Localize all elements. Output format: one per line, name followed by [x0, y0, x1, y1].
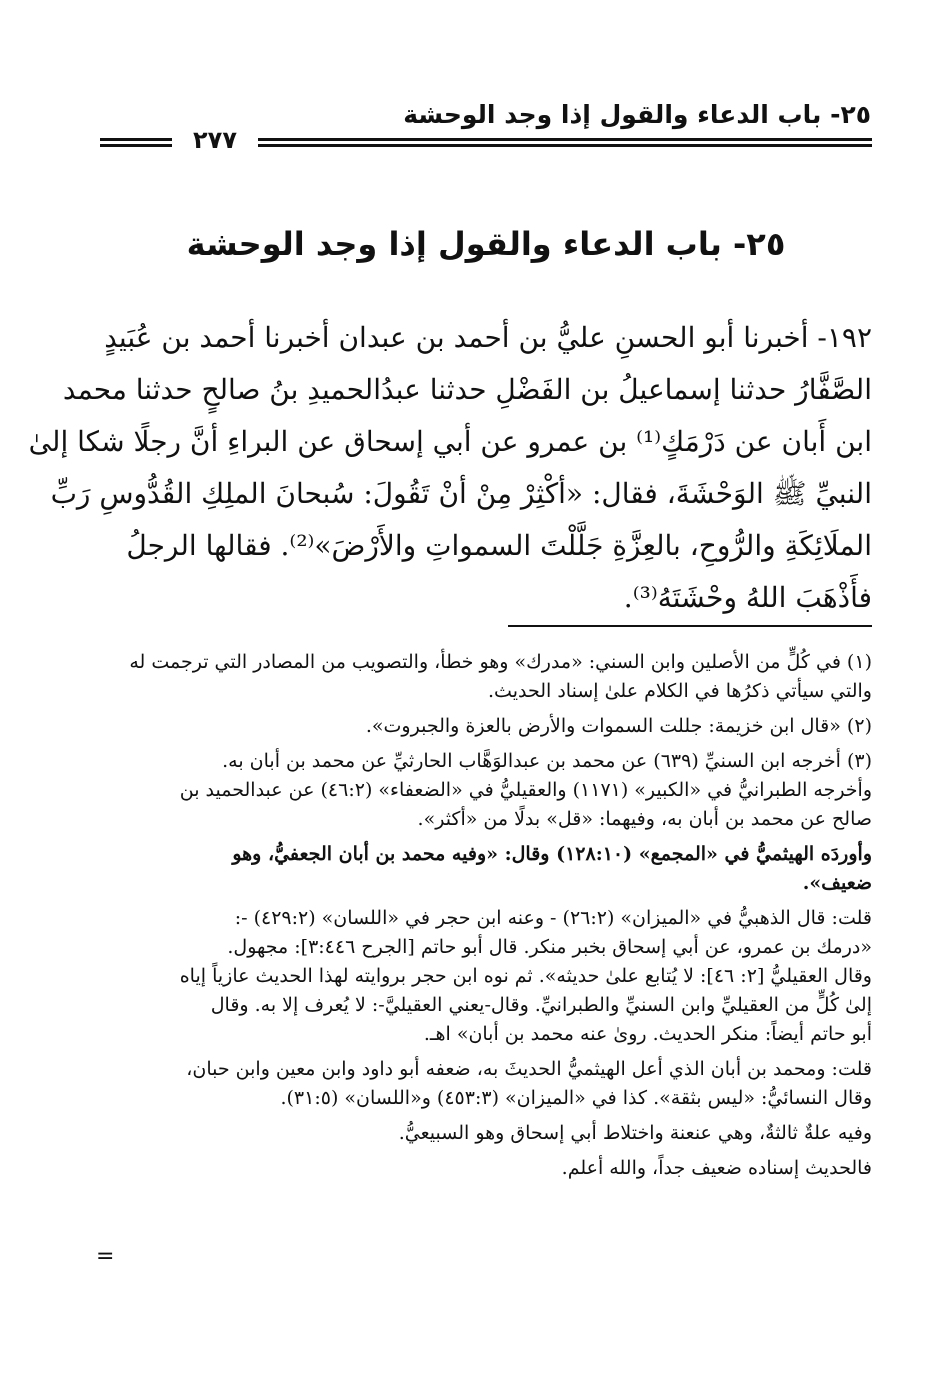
footnote-3-majma [100, 840, 872, 898]
footnote-line: صالح عن محمد بن أبان به، وفيهما: «قل» بدلًا من «أكثر». [417, 808, 872, 830]
footnote-line: وقال العقيليُّ [٢: ٤٦]: لا يُتابع علىٰ حديثه». ثم نوه ابن حجر بروايته لهذا الحديث عازياً إياه [179, 965, 872, 987]
footnote-3 [100, 747, 872, 834]
footnote-line: ضعيف». [802, 872, 872, 894]
hadith-line: ١٩٢- أخبرنا أبو الحسنِ عليُّ بن أحمد بن عبدان أخبرنا أحمد بن عُبَيدٍ [104, 321, 872, 354]
header-rule-right [258, 138, 872, 147]
footnote-3-third-defect [100, 1119, 872, 1148]
footnote-line: قلت: قال الذهبيُّ في «الميزان» (٢٦:٢) - وعنه ابن حجر في «اللسان» (٤٢٩:٢) -: [234, 907, 872, 929]
footnote-3-verdict [100, 1154, 872, 1183]
footnote-line: «درمك بن عمرو، عن أبي إسحاق بخبر منكر. قال أبو حاتم [الجرح ٣:٤٤٦]: مجهول. [227, 936, 872, 958]
footnote-line: وأخرجه الطبرانيُّ في «الكبير» (١١٧١) والعقيليُّ في «الضعفاء» (٤٦:٢) عن عبدالحميد بن [179, 779, 872, 801]
footnote-separator [508, 625, 872, 627]
footnote-line: والتي سيأتي ذكرُها في الكلام علىٰ إسناد الحديث. [488, 680, 872, 702]
page-number: ٢٧٧ [193, 126, 237, 154]
hadith-line: فأَذْهَبَ اللهُ وحْشَتَهُ⁽³⁾. [623, 581, 872, 614]
page-mark: = [96, 1244, 115, 1269]
footnotes [100, 648, 872, 1189]
footnote-line: (٣) أخرجه ابن السنيِّ (٦٣٩) عن محمد بن عبدالوَهَّاب الحارثيِّ عن محمد بن أبان به. [222, 750, 872, 772]
footnote-2 [100, 712, 872, 741]
chapter-title: ٢٥- باب الدعاء والقول إذا وجد الوحشة [186, 225, 786, 263]
footnote-line: فالحديث إسناده ضعيف جداً، والله أعلم. [561, 1157, 872, 1179]
hadith-text [28, 312, 872, 624]
footnote-line: قلت: ومحمد بن أبان الذي أعل الهيثميُّ الحديثَ به، ضعفه أبو داود وابن معين وابن حبان، [186, 1058, 872, 1080]
footnote-3-muhammad-ibn-aban [100, 1055, 872, 1113]
header-rule-left [100, 138, 172, 147]
footnote-1 [100, 648, 872, 706]
footnote-line: وأوردَه الهيثميُّ في «المجمع» (١٢٨:١٠) وقال: «وفيه محمد بن أبان الجعفيُّ، وهو [232, 843, 872, 865]
footnote-line: أبو حاتم أيضاً: منكر الحديث. روىٰ عنه محمد بن أبان» اهـ. [423, 1023, 872, 1045]
footnote-line: (١) في كُلٍّ من الأصلين وابن السني: «مدرك» وهو خطأ، والتصويب من المصادر التي ترجمت له [129, 651, 872, 673]
hadith-line: ابن أَبان عن دَرْمَكٍ⁽¹⁾ بن عمرو عن أبي إسحاق عن البراءِ أنَّ رجلًا شكا إلىٰ [28, 425, 872, 458]
running-header-title: ٢٥- باب الدعاء والقول إذا وجد الوحشة [403, 100, 871, 129]
footnote-3-dhahabi [100, 904, 872, 1049]
footnote-line: إلىٰ كُلٍّ من العقيليِّ وابن السنيِّ والطبرانيِّ. وقال-يعني العقيليَّ-: لا يُعرف إلا به. وقال [210, 994, 872, 1016]
hadith-line: النبيِّ ﷺ الوَحْشَةَ، فقال: «أكْثِرْ مِنْ أنْ تَقُولَ: سُبحانَ الملِكِ القُدُّوسِ رَبِّ [50, 477, 872, 510]
footnote-line: وقال النسائيُّ: «ليس بثقة». كذا في «الميزان» (٤٥٣:٣) و«اللسان» (٣١:٥). [280, 1087, 872, 1109]
footnote-line: وفيه علةٌ ثالثةٌ، وهي عنعنة واختلاط أبي إسحاق وهو السبيعيُّ. [398, 1122, 872, 1144]
hadith-line: الملَائِكَةِ والرُّوحِ، بالعِزَّةِ جَلَّلْتَ السمواتِ والأَرْضَ»⁽²⁾. فقالها الرجلُ [126, 529, 872, 562]
hadith-line: الصَّفَّارُ حدثنا إسماعيلُ بن الفَضْلِ حدثنا عبدُالحميدِ بنُ صالحٍ حدثنا محمد [62, 373, 872, 406]
footnote-line: (٢) «قال ابن خزيمة: جللت السموات والأرض بالعزة والجبروت». [365, 715, 872, 737]
